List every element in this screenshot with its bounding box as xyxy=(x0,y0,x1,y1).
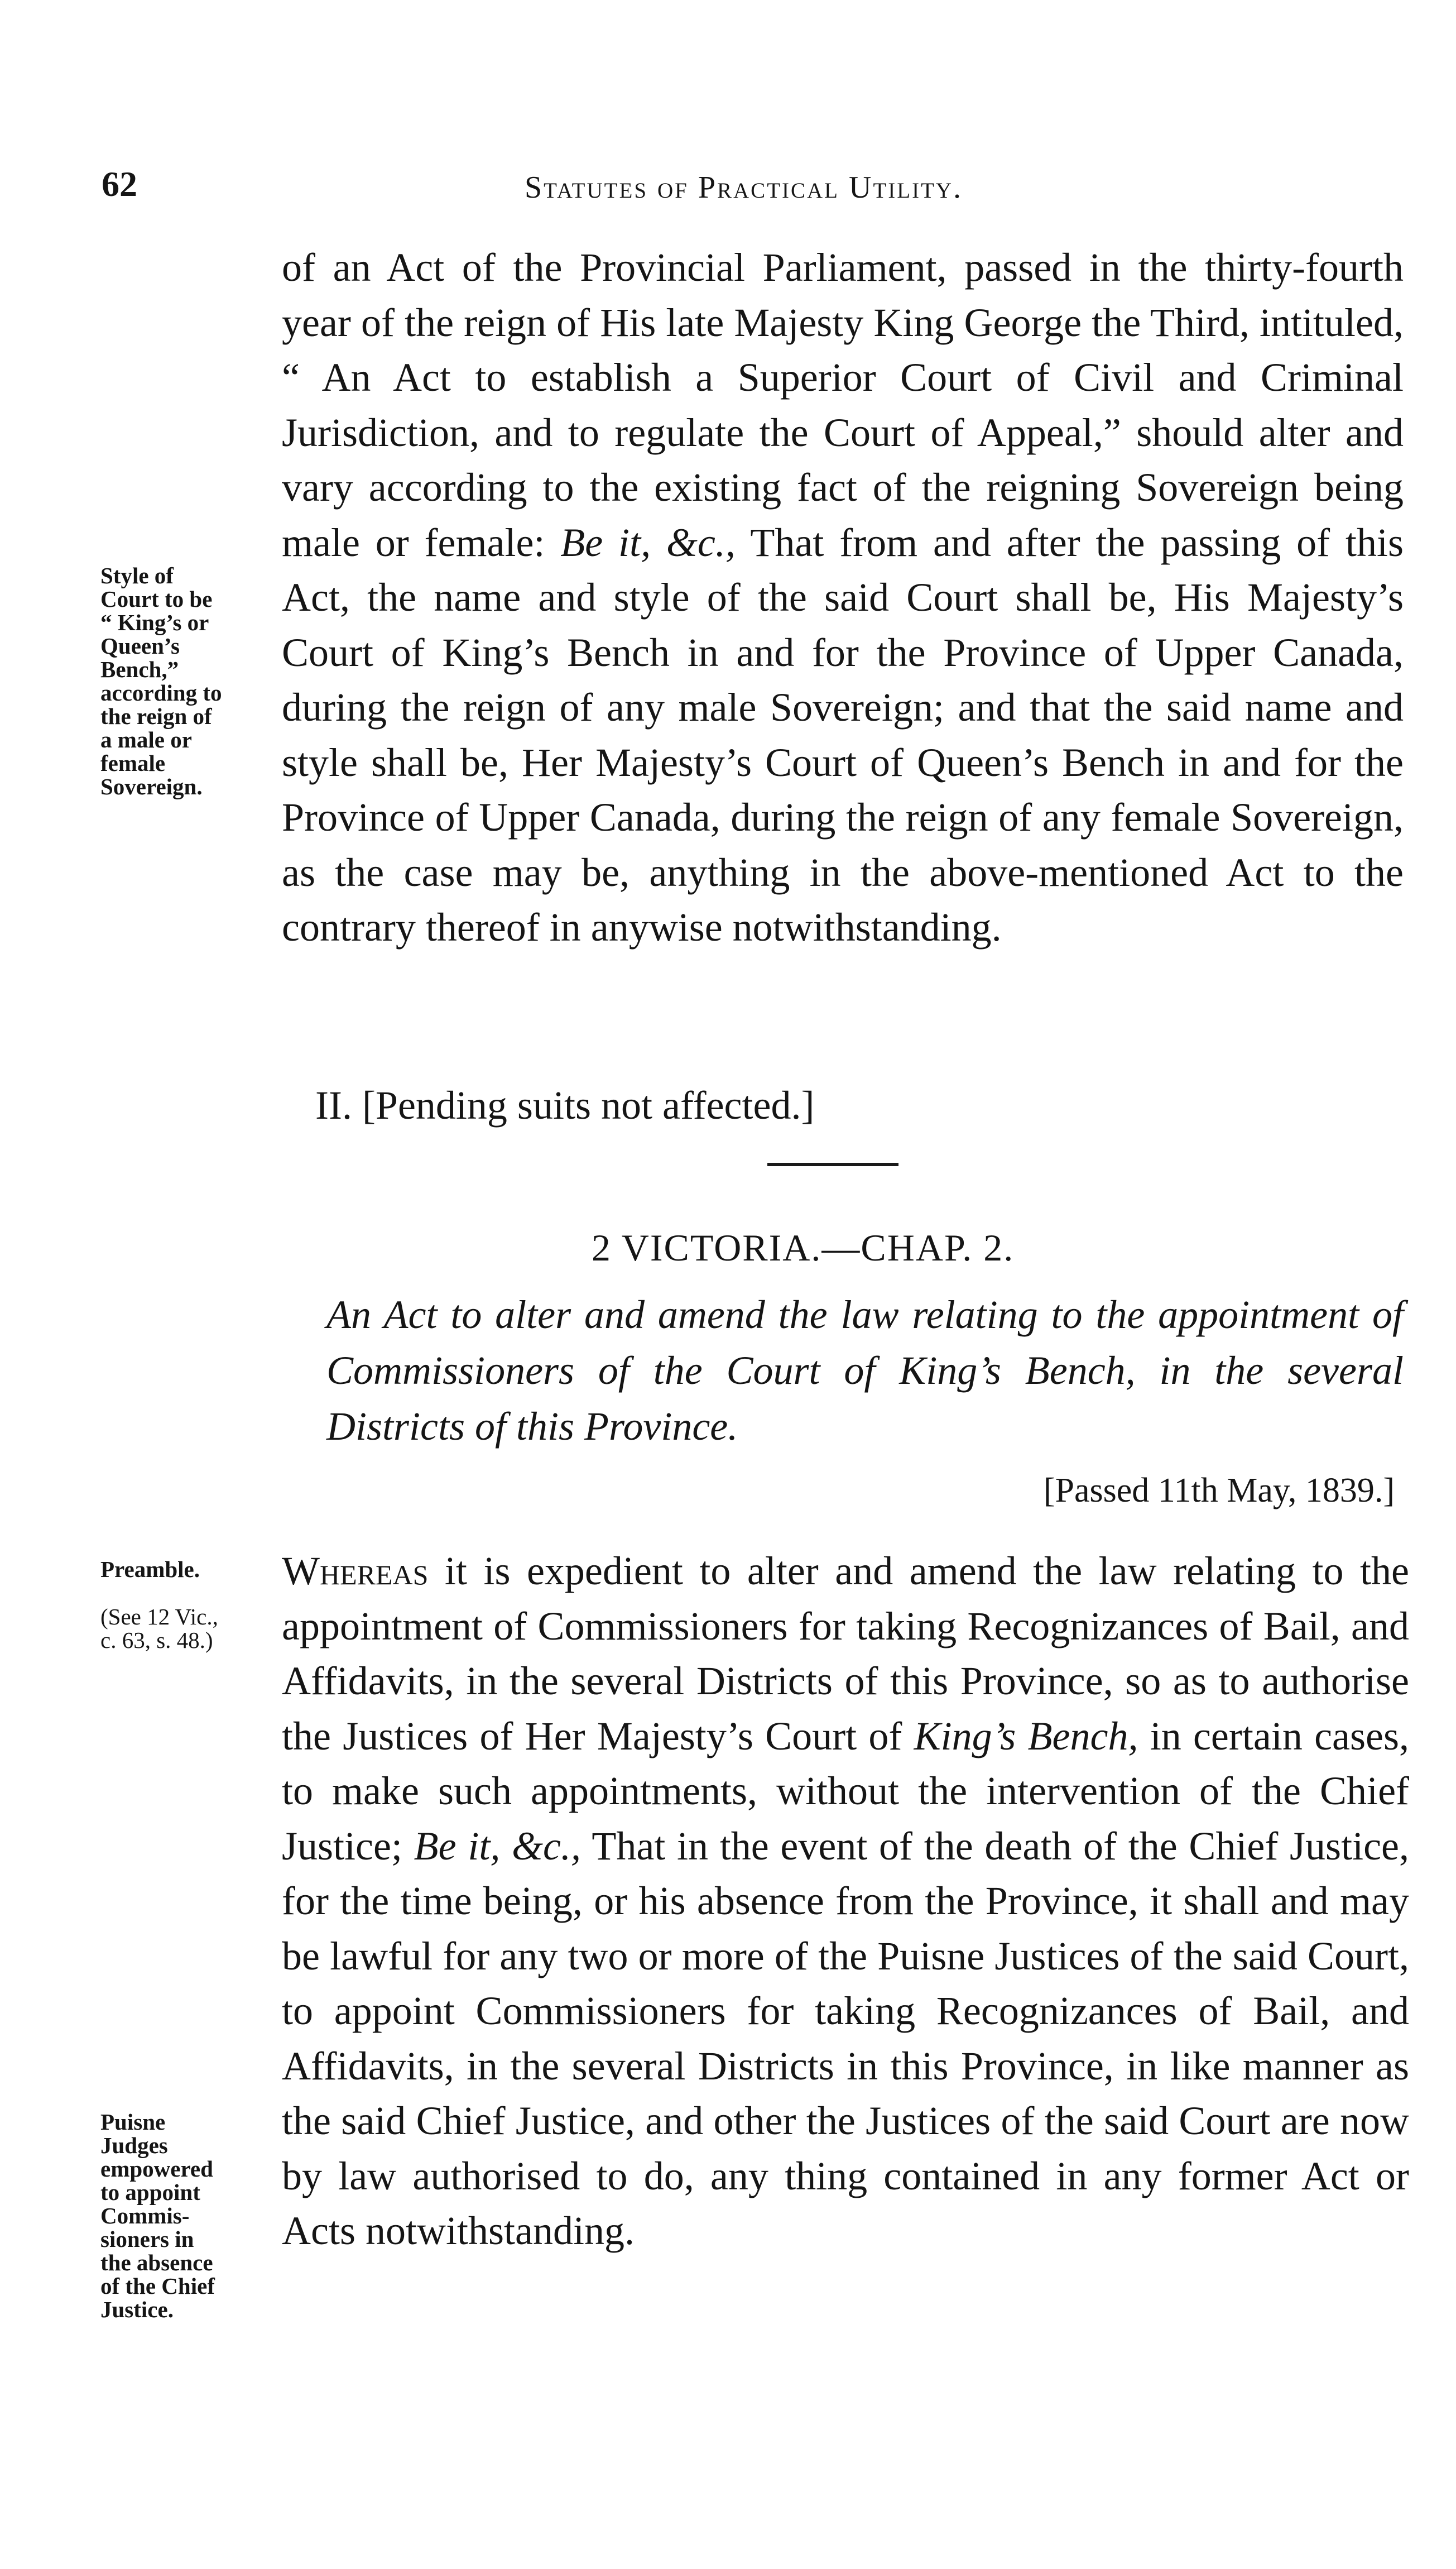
whereas-word: Whereas xyxy=(282,1549,429,1593)
side-note-line: Puisne xyxy=(100,2109,166,2135)
statute-text: That in the event of the death of the Chief Justice, for the time being, or his absence from the Province, it shall and may be lawful for any two or more of the Puisne Justices of the said Court, to appoint Commissioners for taking Recognizances of Bail, and Affidavits, in the several Districts in this Province, in like manner as the said Chief Justice, and other the Justices of the said Court are now by law authorised to do, any thing contained in any former Act or Acts notwithstanding. xyxy=(282,1823,1409,2253)
statute-text-italic: Be it, &c., xyxy=(560,520,736,565)
side-note-line: to appoint xyxy=(100,2179,200,2205)
side-note-line: Sovereign. xyxy=(100,774,203,799)
side-note-style-of-court xyxy=(100,564,276,798)
statute-text: in certain cases, to make such appointments, without the intervention of the Chief Justice; xyxy=(282,1713,1409,1868)
side-note-line: Judges xyxy=(100,2132,168,2158)
side-note-line: Preamble. xyxy=(100,1556,200,1582)
side-note-line: (See 12 Vic., xyxy=(100,1604,218,1629)
act-title xyxy=(282,1287,1404,1454)
side-note-line: the absence xyxy=(100,2250,213,2275)
statute-text-italic: Be it, &c., xyxy=(414,1823,581,1868)
passed-date: [Passed 11th May, 1839.] xyxy=(1043,1472,1395,1509)
side-note-line: according to xyxy=(100,680,222,706)
section-ii: II. [Pending suits not affected.] xyxy=(315,1083,815,1128)
statute-text: That from and after the passing of this Act, the name and style of the said Court shall be, His Majesty’s Court of King’s Bench in and for the Province of Upper Canada, during the reign of any male Sovereign; and that the said name and style shall be, Her Majesty’s Court of Queen’s Bench in and for the Province of Upper Canada, during the reign of any female Sovereign, as the case may be, anything in the above-mentioned Act to the contrary thereof in anywise notwithstanding. xyxy=(282,520,1404,950)
side-note-line: “ King’s or xyxy=(100,610,209,635)
statute-text-block-1 xyxy=(282,240,1404,955)
side-note-line: c. 63, s. 48.) xyxy=(100,1627,213,1653)
side-note-line: Justice. xyxy=(100,2297,174,2322)
act-title-text: An Act to alter and amend the law relating to the appointment of Commissioners of the Court of King’s Bench, in the several Districts of this Province. xyxy=(326,1292,1404,1449)
statute-text-block-2 xyxy=(282,1544,1409,2259)
side-note-line: the reign of xyxy=(100,703,212,729)
side-note-line: Style of xyxy=(100,563,174,588)
statute-text-italic: King’s Bench, xyxy=(914,1713,1138,1758)
side-note-line: a male or xyxy=(100,727,192,753)
statute-text: of an Act of the Provincial Parliament, passed in the thirty-fourth year of the reign of His late Majesty King George the Third, intituled, “ An Act to establish a Superior Court of Civil and Criminal Jurisdiction, and to regulate the Court of Appeal,” should alter and vary according to the existing fact of the reigning Sovereign being male or female: xyxy=(282,245,1404,565)
side-note-line: Bench,” xyxy=(100,656,179,682)
statute-text: it is expedient to alter and amend the law relating to the appointment of Commissioners for taking Recognizances of Bail, and Affidavits, in the several Districts of this Province, so as to authorise the Justices of Her Majesty’s Court of xyxy=(282,1549,1409,1758)
side-note-line: Commis- xyxy=(100,2203,190,2228)
side-note-line: of the Chief xyxy=(100,2273,215,2299)
side-note-line: Court to be xyxy=(100,586,213,612)
side-note-line: Queen’s xyxy=(100,633,180,659)
chapter-heading: 2 VICTORIA.—CHAP. 2. xyxy=(592,1226,1015,1269)
side-note-puisne-judges xyxy=(100,2110,276,2321)
side-note-reference xyxy=(100,1605,276,1652)
running-title: Statutes of Practical Utility. xyxy=(525,170,963,205)
side-note-line: sioners in xyxy=(100,2226,194,2252)
divider-rule xyxy=(767,1163,898,1166)
side-note-line: female xyxy=(100,750,166,776)
page-number: 62 xyxy=(102,164,137,204)
side-note-line: empowered xyxy=(100,2156,213,2182)
side-note-preamble xyxy=(100,1557,276,1581)
